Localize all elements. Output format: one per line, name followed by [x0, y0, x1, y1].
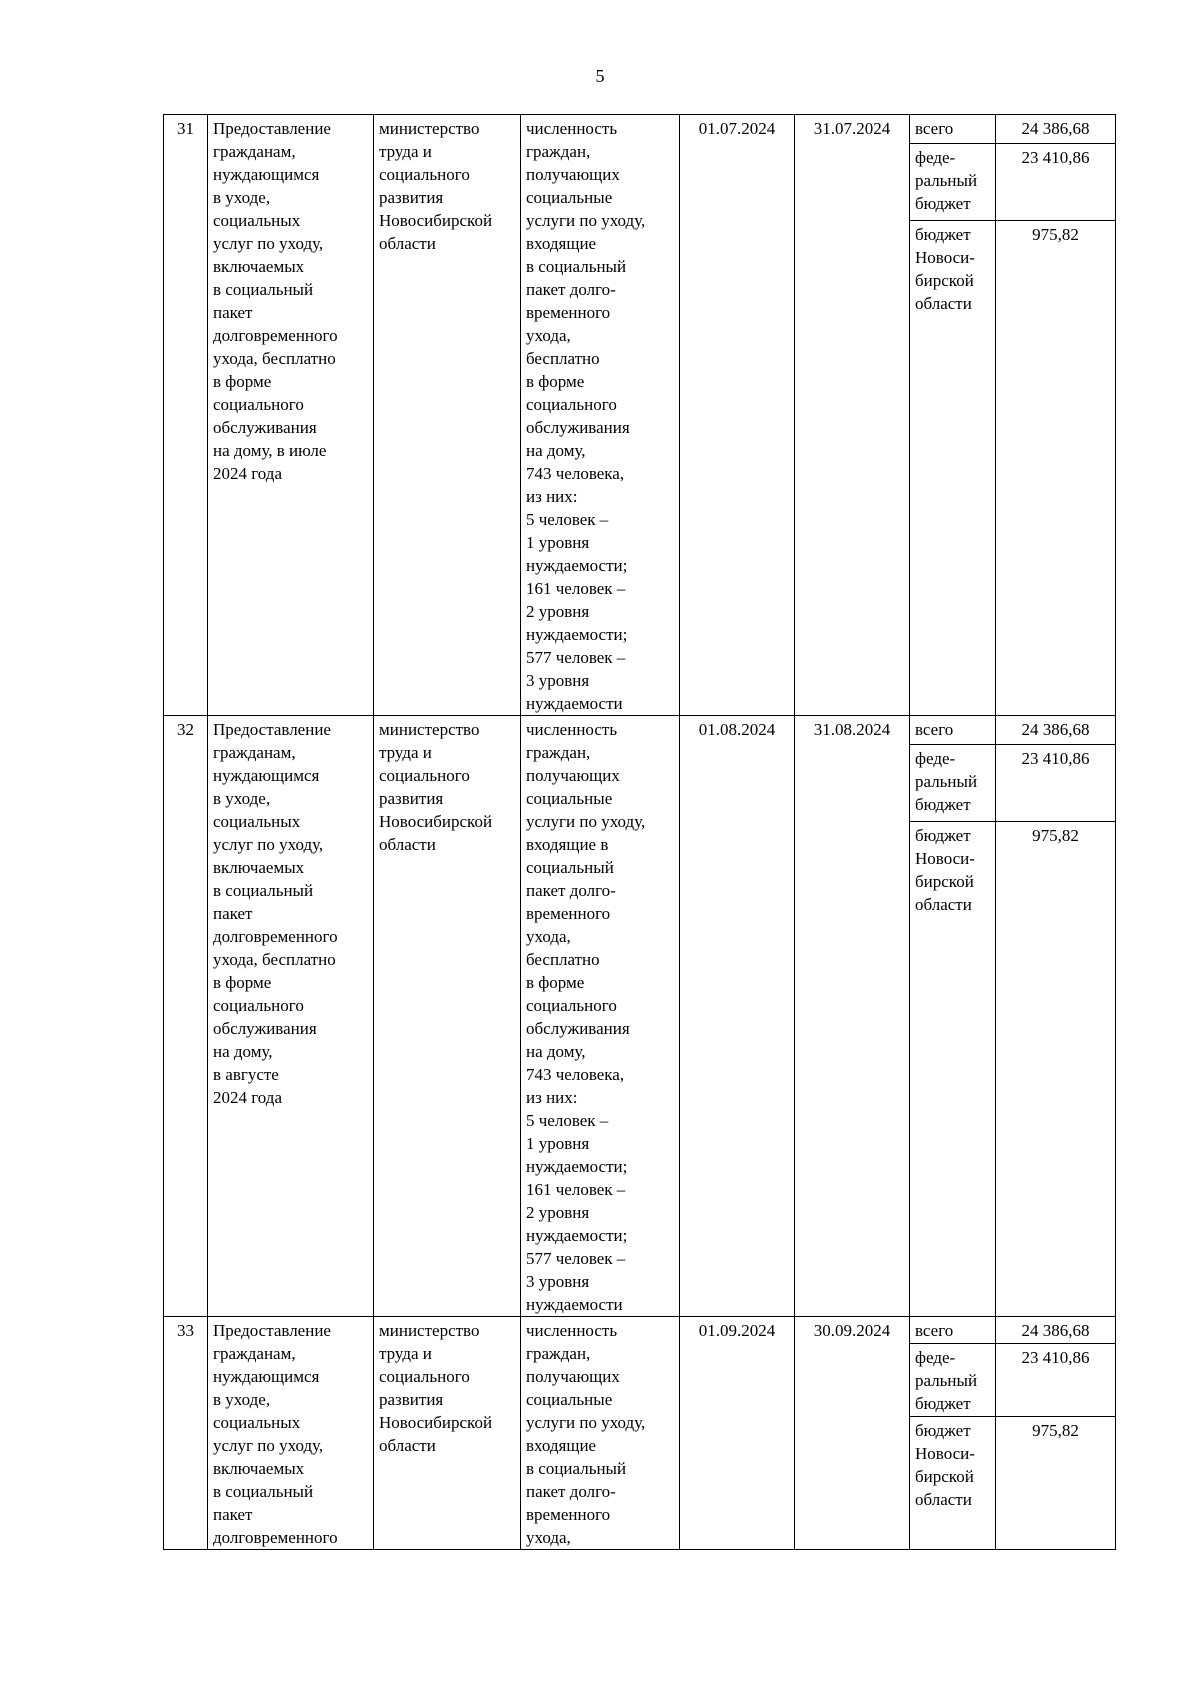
end-date: 30.09.2024 [795, 1317, 910, 1550]
row-number: 31 [164, 115, 208, 716]
executor: министерство труда и социального развития Новосибирской области [374, 1317, 521, 1550]
funding-amount: 975,82 [996, 1417, 1116, 1550]
result-indicator: численность граждан, получающих социальные услуги по уходу, входящие в социальный пакет долго- временного ухода, бесплатно в форме социального обслуживания на дому, 743 человека, из них: 5 человек – 1 уровня нуждаемости; 161 человек – 2 уровня нуждаемости; 577 человек – 3 уровня нуждаемости [521, 115, 680, 716]
funding-source: феде- ральный бюджет [910, 143, 996, 221]
executor: министерство труда и социального развития Новосибирской области [374, 716, 521, 1317]
executor: министерство труда и социального развития Новосибирской области [374, 115, 521, 716]
funding-source: всего [910, 1317, 996, 1344]
funding-source: бюджет Новоси- бирской области [910, 822, 996, 1317]
measure-description: Предоставление гражданам, нуждающимся в уходе, социальных услуг по уходу, включаемых в социальный пакет долговременного [208, 1317, 374, 1550]
funding-amount: 23 410,86 [996, 143, 1116, 221]
funding-source: феде- ральный бюджет [910, 1344, 996, 1417]
funding-amount: 24 386,68 [996, 716, 1116, 745]
funding-amount: 975,82 [996, 221, 1116, 716]
row-number: 33 [164, 1317, 208, 1550]
table-row [164, 716, 1116, 745]
funding-amount: 24 386,68 [996, 115, 1116, 144]
start-date: 01.09.2024 [680, 1317, 795, 1550]
table-row [164, 115, 1116, 144]
row-number: 32 [164, 716, 208, 1317]
funding-source: бюджет Новоси- бирской области [910, 1417, 996, 1550]
measure-description: Предоставление гражданам, нуждающимся в уходе, социальных услуг по уходу, включаемых в социальный пакет долговременного ухода, бесплатно в форме социального обслуживания на дому, в августе 2024 года [208, 716, 374, 1317]
funding-source: бюджет Новоси- бирской области [910, 221, 996, 716]
start-date: 01.07.2024 [680, 115, 795, 716]
measures-table [163, 114, 1116, 1550]
funding-amount: 23 410,86 [996, 1344, 1116, 1417]
funding-source: всего [910, 716, 996, 745]
table-row [164, 1317, 1116, 1344]
funding-source: всего [910, 115, 996, 144]
end-date: 31.07.2024 [795, 115, 910, 716]
page-number: 5 [595, 66, 605, 86]
end-date: 31.08.2024 [795, 716, 910, 1317]
funding-amount: 24 386,68 [996, 1317, 1116, 1344]
funding-amount: 23 410,86 [996, 744, 1116, 822]
measure-description: Предоставление гражданам, нуждающимся в уходе, социальных услуг по уходу, включаемых в социальный пакет долговременного ухода, бесплатно в форме социального обслуживания на дому, в июле 2024 года [208, 115, 374, 716]
table-body [164, 115, 1116, 1550]
funding-source: феде- ральный бюджет [910, 744, 996, 822]
start-date: 01.08.2024 [680, 716, 795, 1317]
funding-amount: 975,82 [996, 822, 1116, 1317]
result-indicator: численность граждан, получающих социальные услуги по уходу, входящие в социальный пакет долго- временного ухода, бесплатно в форме социального обслуживания на дому, 743 человека, из них: 5 человек – 1 уровня нуждаемости; 161 человек – 2 уровня нуждаемости; 577 человек – 3 уровня нуждаемости [521, 716, 680, 1317]
result-indicator: численность граждан, получающих социальные услуги по уходу, входящие в социальный пакет долго- временного ухода, [521, 1317, 680, 1550]
